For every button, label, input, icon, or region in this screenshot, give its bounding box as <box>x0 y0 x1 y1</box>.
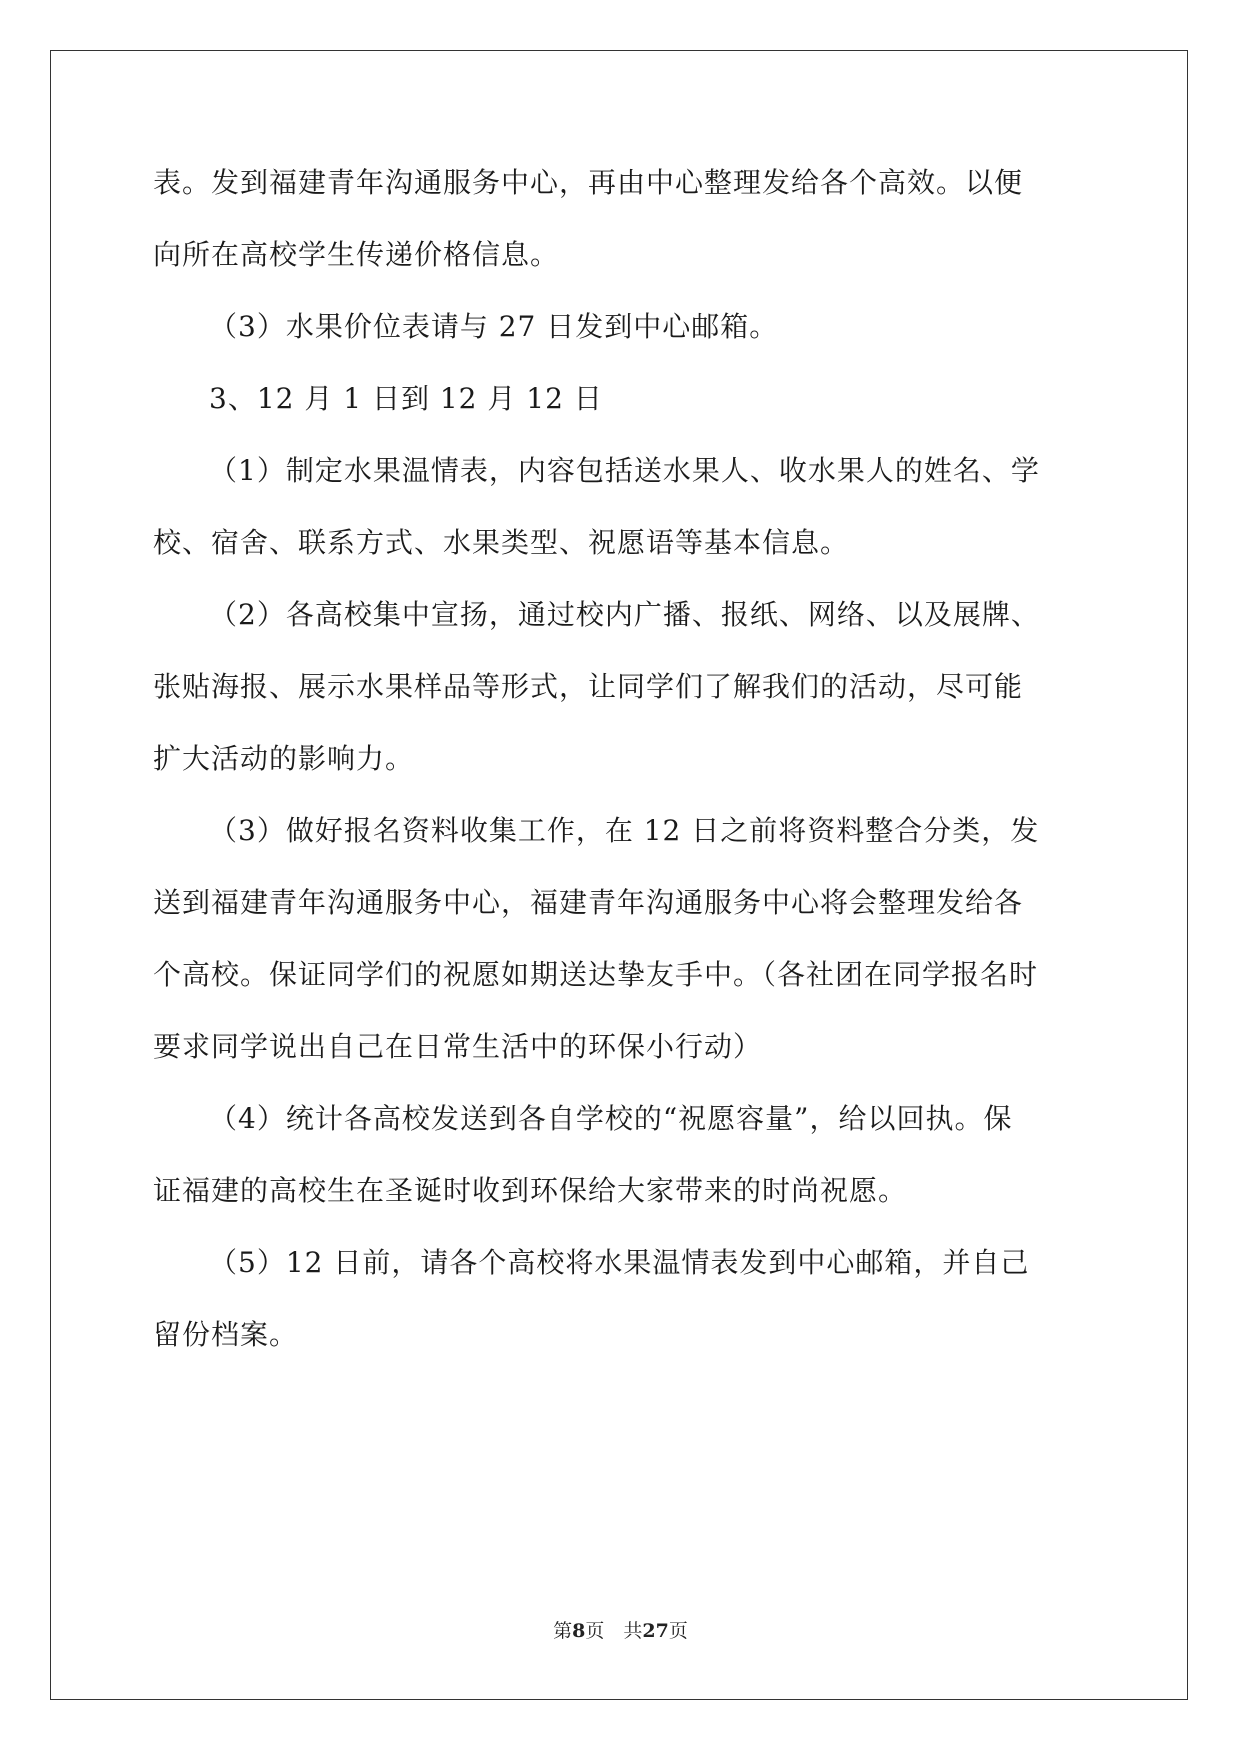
text-line: （3）水果价位表请与 27 日发到中心邮箱。 <box>209 310 779 343</box>
page-suffix: 页 <box>668 1620 688 1642</box>
page-footer <box>0 1616 1241 1643</box>
total-page-number: 27 <box>642 1620 669 1642</box>
page-border <box>50 50 1188 1700</box>
text-line: 向所在高校学生传递价格信息。 <box>153 238 560 271</box>
page-mid: 页 共 <box>585 1620 643 1642</box>
text-line: （5）12 日前，请各个高校将水果温情表发到中心邮箱，并自己 <box>209 1246 1030 1279</box>
text-line: 要求同学说出自己在日常生活中的环保小行动） <box>153 1030 763 1063</box>
current-page-number: 8 <box>572 1620 586 1642</box>
text-line: （2）各高校集中宣扬，通过校内广播、报纸、网络、以及展牌、 <box>209 598 1040 631</box>
text-line: 扩大活动的影响力。 <box>153 742 415 775</box>
text-line: 送到福建青年沟通服务中心，福建青年沟通服务中心将会整理发给各 <box>153 886 1024 919</box>
text-line: 表。发到福建青年沟通服务中心，再由中心整理发给各个高效。以便 <box>153 166 1024 199</box>
text-line: （4）统计各高校发送到各自学校的“祝愿容量”，给以回执。保 <box>209 1102 1013 1135</box>
text-line: 证福建的高校生在圣诞时收到环保给大家带来的时尚祝愿。 <box>153 1174 908 1207</box>
text-line: （3）做好报名资料收集工作，在 12 日之前将资料整合分类，发 <box>209 814 1040 847</box>
text-line: 留份档案。 <box>153 1318 299 1351</box>
text-line: 张贴海报、展示水果样品等形式，让同学们了解我们的活动，尽可能 <box>153 670 1024 703</box>
text-line: （1）制定水果温情表，内容包括送水果人、收水果人的姓名、学 <box>209 454 1040 487</box>
text-line: 个高校。保证同学们的祝愿如期送达挚友手中。（各社团在同学报名时 <box>153 958 1039 991</box>
section-heading: 3、12 月 1 日到 12 月 12 日 <box>209 382 603 415</box>
text-line: 校、宿舍、联系方式、水果类型、祝愿语等基本信息。 <box>153 526 850 559</box>
page-prefix: 第 <box>553 1620 573 1642</box>
